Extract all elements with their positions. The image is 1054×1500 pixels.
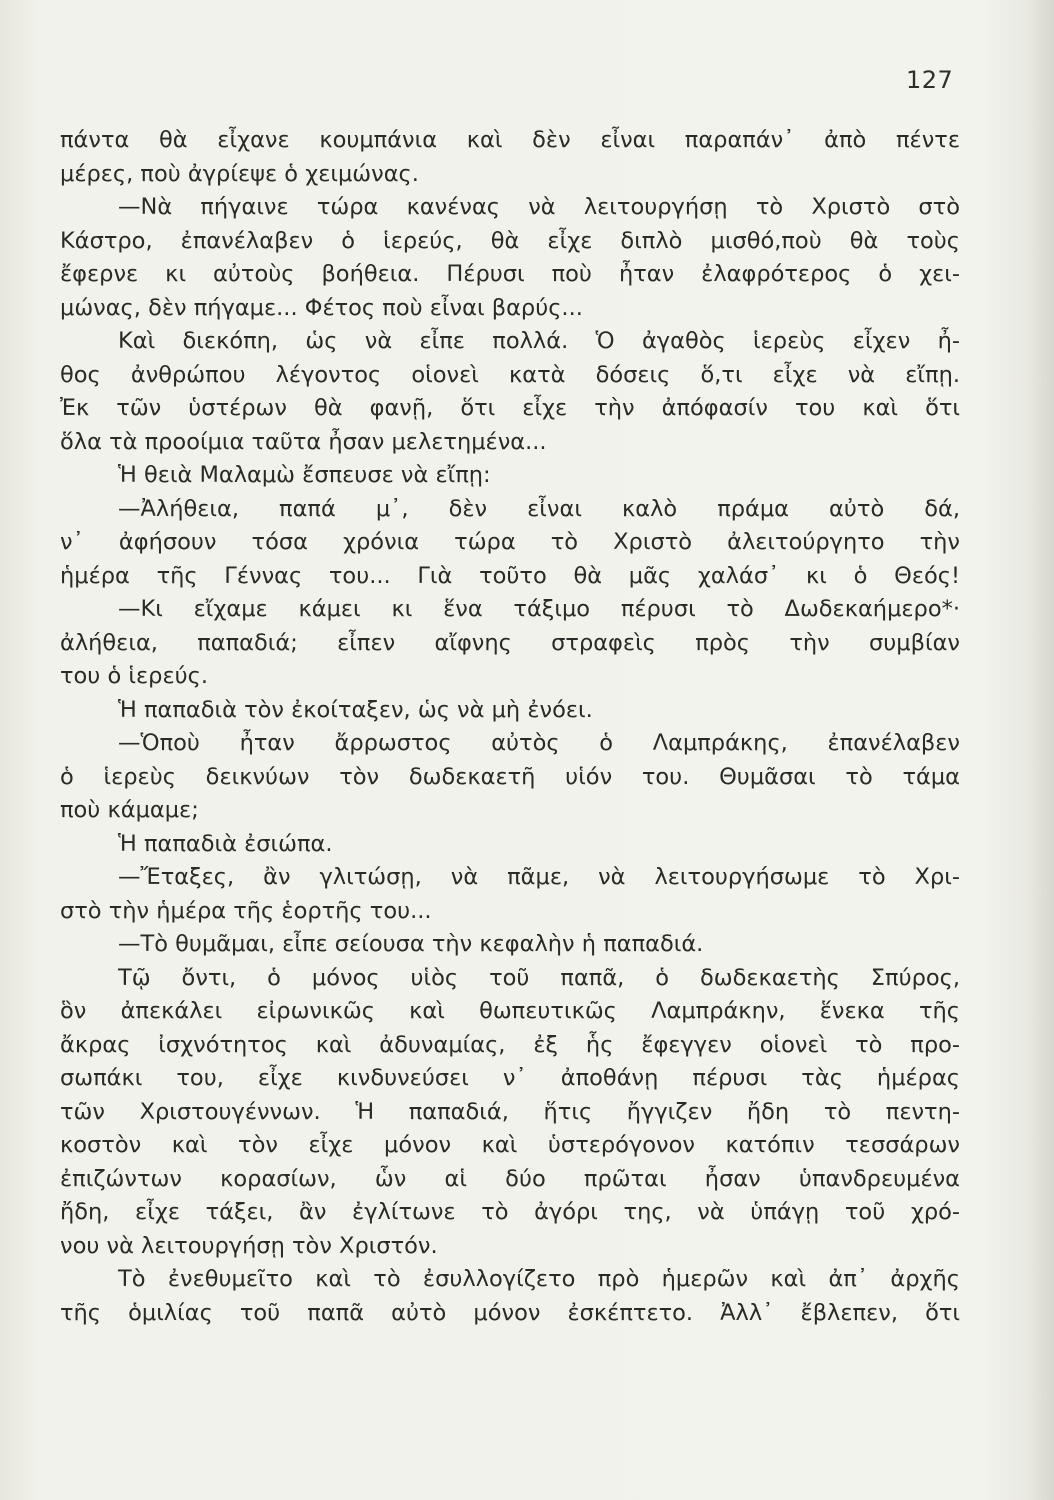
text-line: —Ὁποὺ ἦταν ἄρρωστος αὐτὸς ὁ Λαμπράκης, ἐπανέλαβεν bbox=[118, 730, 960, 756]
text-line: Ἐκ τῶν ὑστέρων θὰ φανῇ, ὅτι εἶχε τὴν ἀπόφασίν του καὶ ὅτι bbox=[60, 395, 960, 421]
text-line: —Ἔταξες, ἂν γλιτώσῃ, νὰ πᾶμε, νὰ λειτουργήσωμε τὸ Χρι- bbox=[118, 864, 960, 890]
page-number: 127 bbox=[906, 66, 954, 94]
text-line: ν᾿ ἀφήσουν τόσα χρόνια τώρα τὸ Χριστὸ ἀλειτούργητο τὴν bbox=[60, 529, 960, 555]
text-line: Ἡ θειὰ Μαλαμὼ ἔσπευσε νὰ εἴπῃ: bbox=[118, 462, 491, 488]
text-line: του ὁ ἱερεύς. bbox=[60, 663, 208, 689]
text-line: —Τὸ θυμᾶμαι, εἶπε σείουσα τὴν κεφαλὴν ἡ παπαδιά. bbox=[118, 931, 704, 957]
text-line: ἡμέρα τῆς Γέννας του... Γιὰ τοῦτο θὰ μᾶς χαλάσ᾿ κι ὁ Θεός! bbox=[60, 562, 960, 589]
text-line: ἀλήθεια, παπαδιά; εἶπεν αἴφνης στραφεὶς πρὸς τὴν συμβίαν bbox=[60, 629, 960, 656]
text-line: ὃν ἀπεκάλει εἰρωνικῶς καὶ θωπευτικῶς Λαμπράκην, ἕνεκα τῆς bbox=[60, 998, 960, 1024]
text-line: τῆς ὁμιλίας τοῦ παπᾶ αὐτὸ μόνον ἐσκέπτετο. Ἀλλ᾿ ἔβλεπεν, ὅτι bbox=[60, 1299, 960, 1326]
text-line: Κάστρο, ἐπανέλαβεν ὁ ἱερεύς, θὰ εἶχε διπλὸ μισθό,ποὺ θὰ τοὺς bbox=[60, 227, 960, 254]
text-line: ὁ ἱερεὺς δεικνύων τὸν δωδεκαετῆ υἱόν του. Θυμᾶσαι τὸ τάμα bbox=[60, 763, 960, 790]
text-line: ἤδη, εἶχε τάξει, ἂν ἐγλίτωνε τὸ ἀγόρι της, νὰ ὑπάγῃ τοῦ χρό- bbox=[60, 1199, 960, 1225]
text-line: ἐπιζώντων κορασίων, ὧν αἱ δύο πρῶται ἦσαν ὑπανδρευμένα bbox=[60, 1165, 960, 1192]
text-line: πάντα θὰ εἶχανε κουμπάνια καὶ δὲν εἶναι παραπάν᾿ ἀπὸ πέντε bbox=[60, 127, 960, 153]
page-edge-shadow bbox=[1026, 0, 1054, 1500]
text-line: μέρες, ποὺ ἀγρίεψε ὁ χειμώνας. bbox=[60, 160, 419, 187]
text-line: κοστὸν καὶ τὸν εἶχε μόνον καὶ ὑστερόγονον κατόπιν τεσσάρων bbox=[60, 1132, 960, 1158]
text-line: θος ἀνθρώπου λέγοντος οἱονεὶ κατὰ δόσεις ὅ,τι εἶχε νὰ εἴπῃ. bbox=[60, 361, 960, 388]
text-line: σωπάκι του, εἶχε κινδυνεύσει ν᾿ ἀποθάνῃ πέρυσι τὰς ἡμέρας bbox=[60, 1065, 960, 1091]
text-line: ποὺ κάμαμε; bbox=[60, 797, 199, 823]
text-line: Ἡ παπαδιὰ τὸν ἐκοίταξεν, ὡς νὰ μὴ ἐνόει. bbox=[118, 696, 593, 723]
body-text bbox=[60, 124, 960, 1330]
text-line: νου νὰ λειτουργήσῃ τὸν Χριστόν. bbox=[60, 1232, 438, 1259]
text-line: Τὸ ἐνεθυμεῖτο καὶ τὸ ἐσυλλογίζετο πρὸ ἡμερῶν καὶ ἀπ᾿ ἀρχῆς bbox=[118, 1266, 960, 1292]
text-line: —Ἀλήθεια, παπά μ᾿, δὲν εἶναι καλὸ πράμα αὐτὸ δά, bbox=[118, 495, 960, 522]
text-line: μώνας, δὲν πήγαμε... Φέτος ποὺ εἶναι βαρύς... bbox=[60, 294, 583, 321]
text-line: ὅλα τὰ προοίμια ταῦτα ἦσαν μελετημένα... bbox=[60, 428, 547, 455]
text-line: ἄκρας ἰσχνότητος καὶ ἀδυναμίας, ἐξ ἧς ἔφεγγεν οἱονεὶ τὸ προ- bbox=[60, 1031, 960, 1058]
text-line: Καὶ διεκόπη, ὡς νὰ εἶπε πολλά. Ὁ ἀγαθὸς ἱερεὺς εἶχεν ἦ- bbox=[118, 328, 960, 354]
text-line: Ἡ παπαδιὰ ἐσιώπα. bbox=[118, 830, 333, 857]
text-line: ἔφερνε κι αὐτοὺς βοήθεια. Πέρυσι ποὺ ἦταν ἐλαφρότερος ὁ χει- bbox=[60, 261, 960, 287]
text-line: Τῷ ὄντι, ὁ μόνος υἱὸς τοῦ παπᾶ, ὁ δωδεκαετὴς Σπύρος, bbox=[118, 964, 960, 991]
text-line: —Νὰ πήγαινε τώρα κανένας νὰ λειτουργήσῃ τὸ Χριστὸ στὸ bbox=[118, 194, 960, 220]
text-line: —Κι εἴχαμε κάμει κι ἕνα τάξιμο πέρυσι τὸ Δωδεκαήμερο*· bbox=[118, 596, 960, 622]
text-line: τῶν Χριστουγέννων. Ἡ παπαδιά, ἥτις ἤγγιζεν ἤδη τὸ πεντη- bbox=[60, 1098, 960, 1125]
text-line: στὸ τὴν ἡμέρα τῆς ἑορτῆς του... bbox=[60, 897, 432, 924]
